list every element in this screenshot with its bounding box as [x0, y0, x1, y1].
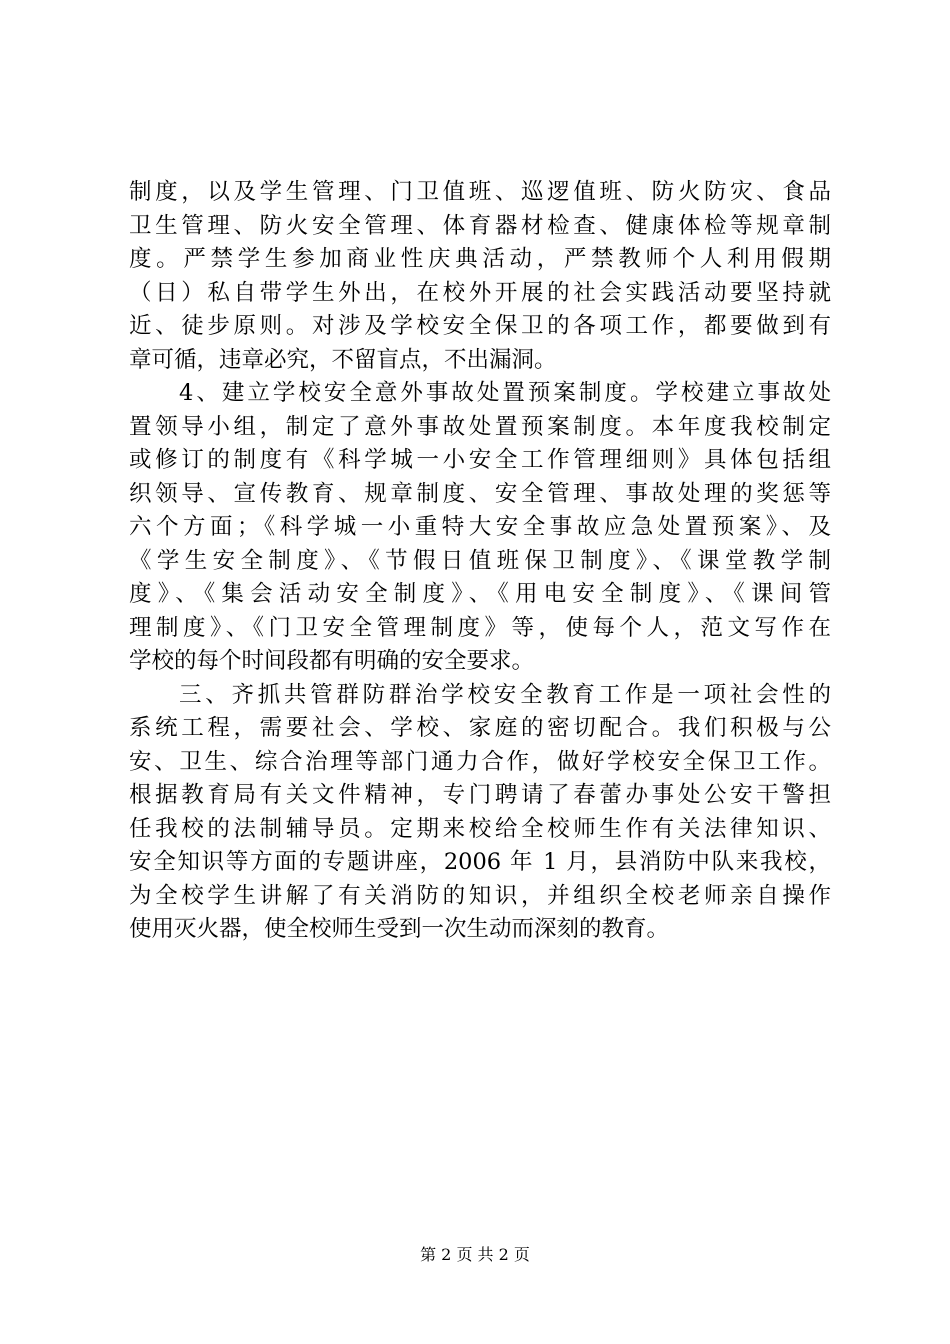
- text-line: 安全知识等方面的专题讲座，2006 年 1 月，县消防中队来我校，: [129, 849, 831, 875]
- text-line: 制度，以及学生管理、门卫值班、巡逻值班、防火防灾、食品: [129, 179, 831, 205]
- text-line: 《学生安全制度》、《节假日值班保卫制度》、《课堂教学制: [129, 547, 831, 574]
- text-line: 使用灭火器，使全校师生受到一次生动而深刻的教育。: [129, 916, 670, 942]
- text-line: 织领导、宣传教育、规章制度、安全管理、事故处理的奖惩等: [129, 480, 831, 507]
- text-line: 度》、《集会活动安全制度》、《用电安全制度》、《课间管: [129, 581, 831, 607]
- text-line: 理制度》、《门卫安全管理制度》等，使每个人，范文写作在: [129, 614, 831, 641]
- page-footer: 第 2 页 共 2 页: [420, 1245, 530, 1264]
- text-line: 安、卫生、综合治理等部门通力合作，做好学校安全保卫工作。: [129, 748, 831, 775]
- text-line: 近、徒步原则。对涉及学校安全保卫的各项工作，都要做到有: [129, 313, 831, 339]
- text-line: 度。严禁学生参加商业性庆典活动，严禁教师个人利用假期: [129, 246, 831, 272]
- paragraph-start-line: 三、齐抓共管群防群治学校安全教育工作是一项社会性的: [179, 681, 831, 708]
- paragraph-start-line: 4、建立学校安全意外事故处置预案制度。学校建立事故处: [179, 380, 831, 406]
- text-line: 根据教育局有关文件精神，专门聘请了春蕾办事处公安干警担: [129, 782, 831, 808]
- text-line: 六个方面；《科学城一小重特大安全事故应急处置预案》、及: [129, 514, 831, 540]
- text-line: （日）私自带学生外出，在校外开展的社会实践活动要坚持就: [129, 279, 831, 306]
- text-line: 置领导小组，制定了意外事故处置预案制度。本年度我校制定: [129, 413, 831, 440]
- text-line: 为全校学生讲解了有关消防的知识，并组织全校老师亲自操作: [129, 882, 831, 909]
- text-line: 任我校的法制辅导员。定期来校给全校师生作有关法律知识、: [129, 815, 831, 842]
- body-text: [129, 176, 831, 947]
- text-line: 系统工程，需要社会、学校、家庭的密切配合。我们积极与公: [129, 715, 831, 741]
- text-line: 章可循，违章必究，不留盲点，不出漏洞。: [129, 346, 557, 373]
- text-line: 或修订的制度有《科学城一小安全工作管理细则》具体包括组: [129, 447, 831, 473]
- text-line: 卫生管理、防火安全管理、体育器材检查、健康体检等规章制: [129, 212, 831, 239]
- text-line: 学校的每个时间段都有明确的安全要求。: [129, 648, 535, 674]
